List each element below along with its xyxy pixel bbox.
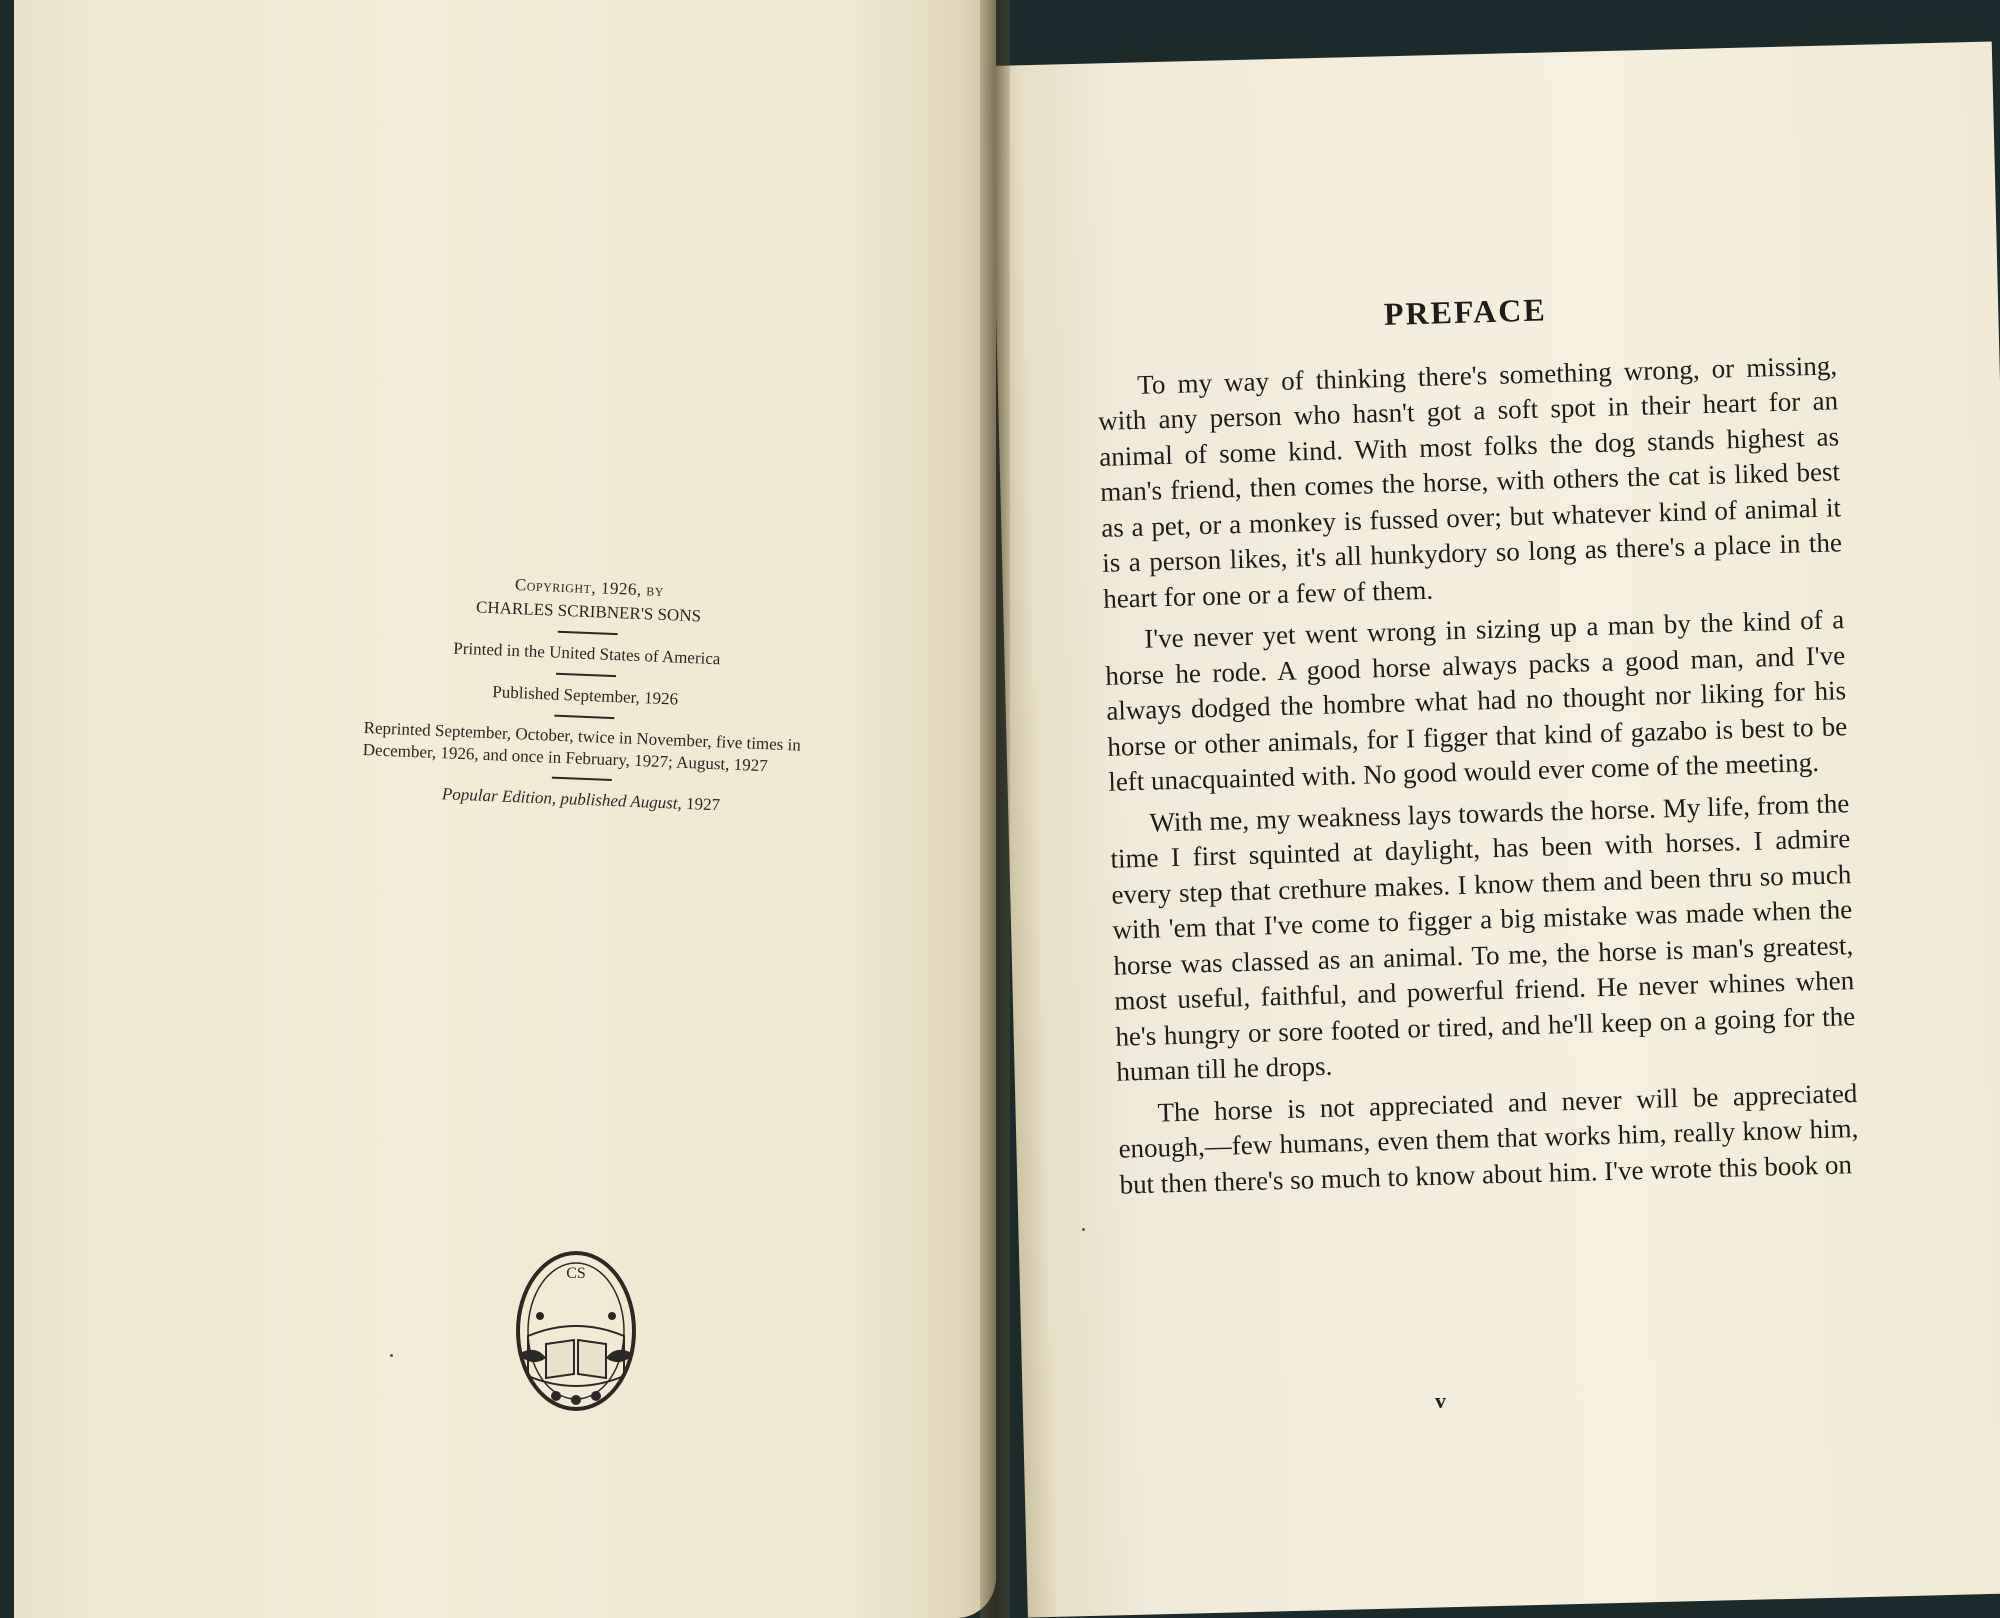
page-number: v [1435, 1388, 1446, 1413]
divider [558, 631, 618, 635]
svg-text:CS: CS [566, 1265, 586, 1282]
scribner-press-emblem-icon [506, 1236, 646, 1416]
printed-in: Printed in the United States of America [453, 638, 721, 669]
preface-paragraph-4: The horse is not appreciated and never will be appreciated enough,—few humans, even them that works him, really know him, but then there's so much to know about him. I've wrote this book on [1118, 1077, 1859, 1200]
copyright-line: Copyright, 1926, by [514, 575, 665, 600]
publisher-name: CHARLES SCRIBNER'S SONS [475, 597, 702, 626]
reprint-history: Reprinted September, October, twice in November, five times in December, 1926, and once in February, 1927; August, 1927 [362, 718, 802, 776]
copyright-block [361, 567, 810, 820]
preface-paragraph-3: With me, my weakness lays towards the horse. My life, from the time I first squinted at daylight, has been with horses. I admire every step that crethure makes. I know them and been thru so much with 'em that I've come to figger a big mistake was made when the horse was classed as an animal. To me, the horse is man's greatest, most useful, faithful, and powerful friend. He never whines when he's hungry or sore footed or tired, and he'll keep on a going for the human till he drops. [1110, 787, 1856, 1087]
paper-speck [390, 1354, 393, 1357]
paper-speck [1082, 1228, 1085, 1231]
preface-paragraph-1: To my way of thinking there's something wrong, or missing, with any person who hasn't got a soft spot in their heart for an animal of some kind. With most folks the dog stands highest as man's friend, then comes the horse, with others the cat is liked best as a pet, or a monkey is fussed over; but whatever kind of animal it is a person likes, it's all hunkydory so long as there's a place in the heart for one or a few of them. [1097, 349, 1843, 614]
preface-section [1095, 284, 1860, 1208]
divider [554, 715, 614, 719]
popular-edition-year: 1927 [685, 794, 721, 815]
divider [552, 777, 612, 781]
preface-paragraph-2: I've never yet went wrong in sizing up a man by the kind of a horse he rode. A good horse always packs a good man, and I've always dodged the hombre what had no thought nor liking for his horse or other animals, for I figger that kind of gazabo is best to be left unacquainted with. No good would ever come of the meeting. [1104, 604, 1848, 797]
popular-edition-label: Popular Edition, published August, [441, 784, 683, 813]
published-date: Published September, 1926 [491, 682, 679, 709]
divider [556, 673, 616, 677]
preface-title: PREFACE [1383, 291, 1548, 332]
left-page [14, 0, 996, 1618]
book-gutter [980, 0, 1010, 1618]
